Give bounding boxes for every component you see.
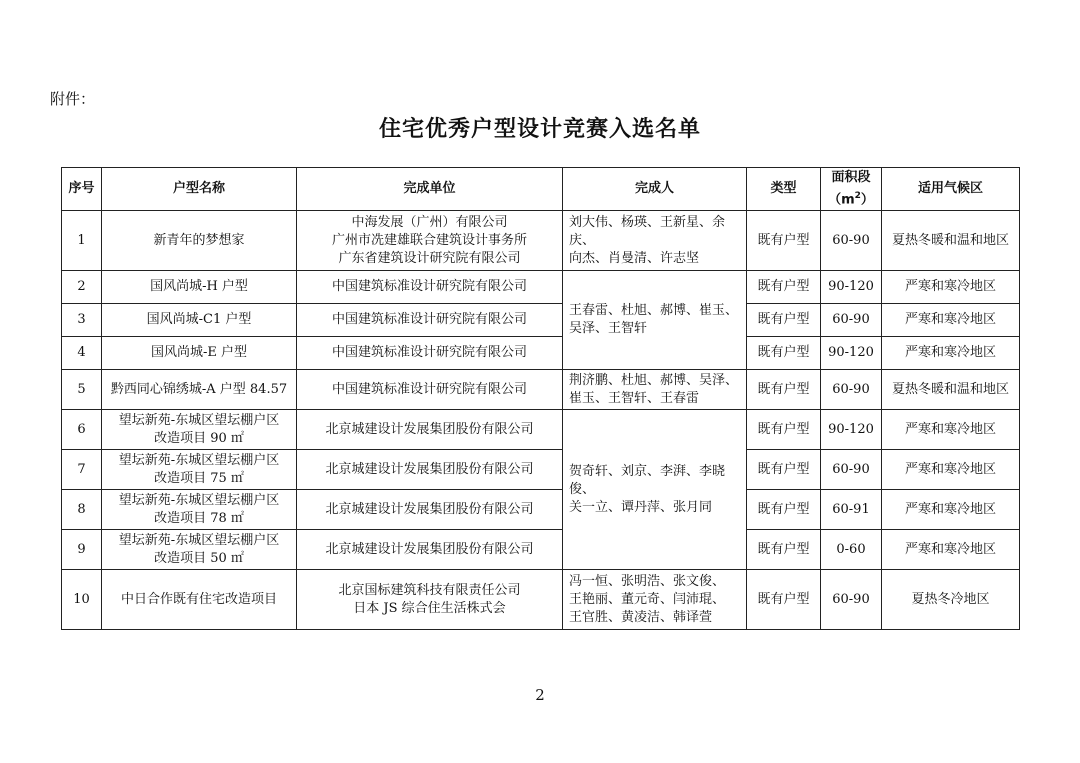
cell-type: 既有户型 — [747, 271, 821, 304]
cell-type: 既有户型 — [747, 304, 821, 337]
table-row — [62, 337, 1020, 370]
cell-unit-line: 广东省建筑设计研究院有限公司 — [338, 250, 521, 266]
cell-area: 60-90 — [821, 304, 882, 337]
cell-no: 4 — [62, 337, 102, 370]
cell-no: 9 — [62, 530, 102, 570]
table-row — [62, 450, 1020, 490]
cell-people-merged — [563, 410, 747, 570]
cell-unit-line: 中国建筑标准设计研究院有限公司 — [331, 279, 527, 295]
cell-area: 0-60 — [821, 530, 882, 570]
cell-unit-line: 中海发展（广州）有限公司 — [351, 214, 508, 230]
cell-area: 60-90 — [821, 570, 882, 630]
cell-name-line: 望坛新苑-东城区望坛棚户区 — [118, 492, 280, 508]
cell-area: 90-120 — [821, 337, 882, 370]
header-area-unit: $(m^2)$ — [828, 191, 874, 208]
cell-name-line: 改造项目 78 ㎡ — [154, 510, 244, 526]
document-title: 住宅优秀户型设计竞赛入选名单 — [378, 117, 701, 142]
cell-people-merged — [563, 271, 747, 370]
cell-no: 6 — [62, 410, 102, 450]
cell-people-merged-line: 关一立、谭丹萍、张月同 — [569, 499, 713, 515]
cell-climate: 严寒和寒冷地区 — [882, 490, 1020, 530]
cell-unit-line: 中国建筑标准设计研究院有限公司 — [331, 381, 527, 397]
cell-climate: 严寒和寒冷地区 — [882, 337, 1020, 370]
cell-name-line: 国风尚城-H 户型 — [150, 279, 248, 295]
cell-unit-line: 广州市冼建雄联合建筑设计事务所 — [331, 232, 527, 248]
cell-unit — [297, 410, 563, 450]
selection-list-table — [61, 167, 1020, 630]
cell-unit — [297, 370, 563, 410]
cell-unit — [297, 271, 563, 304]
cell-no: 8 — [62, 490, 102, 530]
cell-unit — [297, 490, 563, 530]
cell-people — [563, 570, 747, 630]
cell-climate: 严寒和寒冷地区 — [882, 530, 1020, 570]
header-row — [62, 168, 1020, 211]
header-area — [821, 168, 882, 211]
header-climate: 适用气候区 — [882, 168, 1020, 211]
cell-name-line: 改造项目 75 ㎡ — [154, 470, 244, 486]
cell-type: 既有户型 — [747, 211, 821, 271]
cell-type: 既有户型 — [747, 530, 821, 570]
table-row — [62, 530, 1020, 570]
cell-climate: 夏热冬冷地区 — [882, 570, 1020, 630]
cell-unit — [297, 450, 563, 490]
cell-climate: 夏热冬暖和温和地区 — [882, 370, 1020, 410]
cell-climate: 夏热冬暖和温和地区 — [882, 211, 1020, 271]
cell-no: 3 — [62, 304, 102, 337]
cell-unit — [297, 304, 563, 337]
cell-unit-line: 日本 JS 综合住生活株式会 — [353, 600, 506, 616]
cell-name-line: 望坛新苑-东城区望坛棚户区 — [118, 412, 280, 428]
cell-people-merged-line: 吴泽、王智轩 — [569, 321, 648, 337]
cell-no: 2 — [62, 271, 102, 304]
cell-area: 60-90 — [821, 370, 882, 410]
cell-no: 5 — [62, 370, 102, 410]
cell-unit-line: 北京城建设计发展集团股份有限公司 — [325, 421, 534, 437]
cell-unit-line: 北京国标建筑科技有限责任公司 — [338, 582, 521, 598]
cell-area: 60-90 — [821, 450, 882, 490]
cell-name-line: 新青年的梦想家 — [153, 232, 245, 248]
table-row — [62, 271, 1020, 304]
cell-people-line: 荆济鹏、杜旭、郝博、吴泽、 — [569, 372, 739, 388]
cell-people-merged-line: 贺奇轩、刘京、李湃、李晓俊、 — [569, 463, 726, 497]
cell-name — [102, 490, 297, 530]
cell-area: 90-120 — [821, 410, 882, 450]
table-row — [62, 370, 1020, 410]
cell-no: 1 — [62, 211, 102, 271]
cell-people — [563, 211, 747, 271]
cell-type: 既有户型 — [747, 370, 821, 410]
cell-name — [102, 530, 297, 570]
cell-unit-line: 中国建筑标准设计研究院有限公司 — [331, 345, 527, 361]
cell-no: 7 — [62, 450, 102, 490]
table-row — [62, 410, 1020, 450]
header-unit: 完成单位 — [297, 168, 563, 211]
cell-climate: 严寒和寒冷地区 — [882, 304, 1020, 337]
cell-name-line: 改造项目 50 ㎡ — [154, 550, 244, 566]
cell-name — [102, 570, 297, 630]
cell-unit — [297, 337, 563, 370]
cell-name-line: 望坛新苑-东城区望坛棚户区 — [118, 452, 280, 468]
cell-people-line: 崔玉、王智轩、王春雷 — [569, 390, 700, 406]
cell-name-line: 国风尚城-E 户型 — [150, 345, 247, 361]
cell-people-line: 王艳丽、董元奇、闫沛琨、 — [569, 591, 726, 607]
table-row — [62, 304, 1020, 337]
cell-area: 90-120 — [821, 271, 882, 304]
cell-unit-line: 北京城建设计发展集团股份有限公司 — [325, 541, 534, 557]
cell-type: 既有户型 — [747, 450, 821, 490]
page-number: 2 — [535, 686, 545, 704]
cell-area: 60-91 — [821, 490, 882, 530]
cell-type: 既有户型 — [747, 337, 821, 370]
cell-people-line: 冯一恒、张明浩、张文俊、 — [569, 573, 726, 589]
cell-name-line: 改造项目 90 ㎡ — [154, 430, 244, 446]
cell-climate: 严寒和寒冷地区 — [882, 410, 1020, 450]
cell-climate: 严寒和寒冷地区 — [882, 450, 1020, 490]
cell-people-merged-line: 王春雷、杜旭、郝博、崔玉、 — [569, 303, 739, 319]
table-row — [62, 490, 1020, 530]
cell-name — [102, 337, 297, 370]
cell-name — [102, 450, 297, 490]
cell-type: 既有户型 — [747, 410, 821, 450]
table-row — [62, 570, 1020, 630]
cell-unit — [297, 570, 563, 630]
cell-people-line: 向杰、肖曼清、许志坚 — [569, 250, 700, 266]
table-row — [62, 211, 1020, 271]
header-people: 完成人 — [563, 168, 747, 211]
cell-unit — [297, 211, 563, 271]
header-type: 类型 — [747, 168, 821, 211]
cell-unit-line: 北京城建设计发展集团股份有限公司 — [325, 461, 534, 477]
cell-no: 10 — [62, 570, 102, 630]
header-area-label: 面积段 — [831, 170, 871, 185]
cell-name — [102, 370, 297, 410]
cell-unit — [297, 530, 563, 570]
cell-name — [102, 271, 297, 304]
cell-people-line: 王官胜、黄凌洁、韩译萱 — [569, 609, 713, 625]
cell-name-line: 中日合作既有住宅改造项目 — [120, 591, 277, 607]
header-name: 户型名称 — [102, 168, 297, 211]
cell-name — [102, 410, 297, 450]
cell-type: 既有户型 — [747, 570, 821, 630]
cell-name — [102, 304, 297, 337]
attachment-label: 附件： — [50, 90, 96, 108]
cell-people-line: 刘大伟、杨瑛、王新星、余庆、 — [569, 214, 726, 248]
cell-unit-line: 北京城建设计发展集团股份有限公司 — [325, 501, 534, 517]
cell-name-line: 国风尚城-C1 户型 — [146, 312, 252, 328]
cell-climate: 严寒和寒冷地区 — [882, 271, 1020, 304]
cell-area: 60-90 — [821, 211, 882, 271]
cell-people — [563, 370, 747, 410]
header-no: 序号 — [62, 168, 102, 211]
cell-name-line: 望坛新苑-东城区望坛棚户区 — [118, 532, 280, 548]
cell-name — [102, 211, 297, 271]
cell-type: 既有户型 — [747, 490, 821, 530]
cell-unit-line: 中国建筑标准设计研究院有限公司 — [331, 312, 527, 328]
cell-name-line: 黔西同心锦绣城-A 户型 84.57 — [110, 381, 288, 397]
